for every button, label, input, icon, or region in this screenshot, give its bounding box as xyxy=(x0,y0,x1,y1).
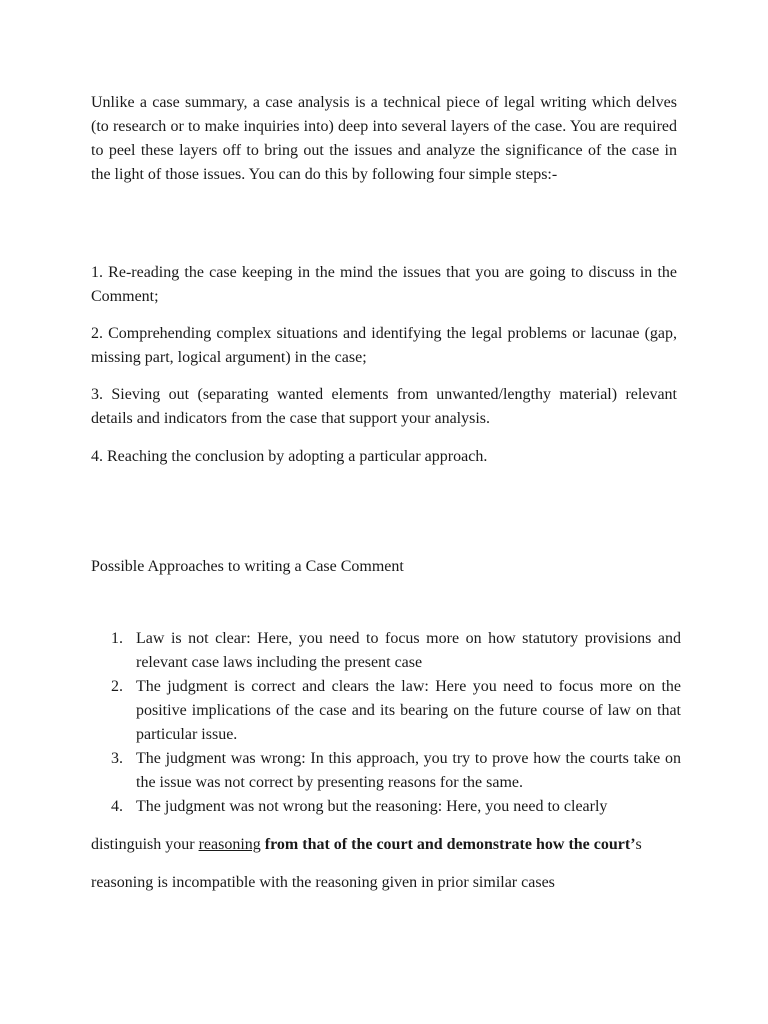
approach-item xyxy=(91,747,681,795)
approach-item xyxy=(91,795,681,819)
approach-number: 4. xyxy=(111,798,123,815)
approach-item xyxy=(91,675,681,747)
approach-number: 2. xyxy=(111,678,123,695)
section-heading: Possible Approaches to writing a Case Comment xyxy=(91,558,404,575)
approach-number: 1. xyxy=(111,630,123,647)
closing-line-1 xyxy=(91,833,677,857)
closing-bold-text: from that of the court and demonstrate how the court’ xyxy=(260,836,636,853)
approach-text: Law is not clear: Here, you need to focus more on how statutory provisions and relevant case laws including the present case xyxy=(136,630,681,671)
approach-text: The judgment was wrong: In this approach, you try to prove how the courts take on the issue was not correct by presenting reasons for the same. xyxy=(136,750,681,791)
approaches-list xyxy=(91,627,681,819)
step-2: 2. Comprehending complex situations and identifying the legal problems or lacunae (gap, missing part, logical argument) in the case; xyxy=(91,325,677,366)
closing-suffix: s xyxy=(635,836,642,853)
intro-paragraph: Unlike a case summary, a case analysis is a technical piece of legal writing which delves (to research or to make inquiries into) deep into several layers of the case. You are required to peel these layers off to bring out the issues and analyze the significance of the case in the light of those issues. You can do this by following four simple steps:- xyxy=(91,94,677,183)
approach-text: The judgment was not wrong but the reasoning: Here, you need to clearly xyxy=(136,798,608,815)
approach-number: 3. xyxy=(111,750,123,767)
step-4: 4. Reaching the conclusion by adopting a particular approach. xyxy=(91,448,488,465)
closing-underlined-word: reasoning xyxy=(198,836,261,853)
closing-prefix: distinguish your xyxy=(91,836,199,853)
step-1: 1. Re-reading the case keeping in the mind the issues that you are going to discuss in the Comment; xyxy=(91,264,677,305)
step-3: 3. Sieving out (separating wanted elements from unwanted/lengthy material) relevant details and indicators from the case that support your analysis. xyxy=(91,386,677,427)
approach-item xyxy=(91,627,681,675)
closing-line-2: reasoning is incompatible with the reasoning given in prior similar cases xyxy=(91,874,555,891)
approach-text: The judgment is correct and clears the law: Here you need to focus more on the positive implications of the case and its bearing on the future course of law on that particular issue. xyxy=(136,678,681,743)
